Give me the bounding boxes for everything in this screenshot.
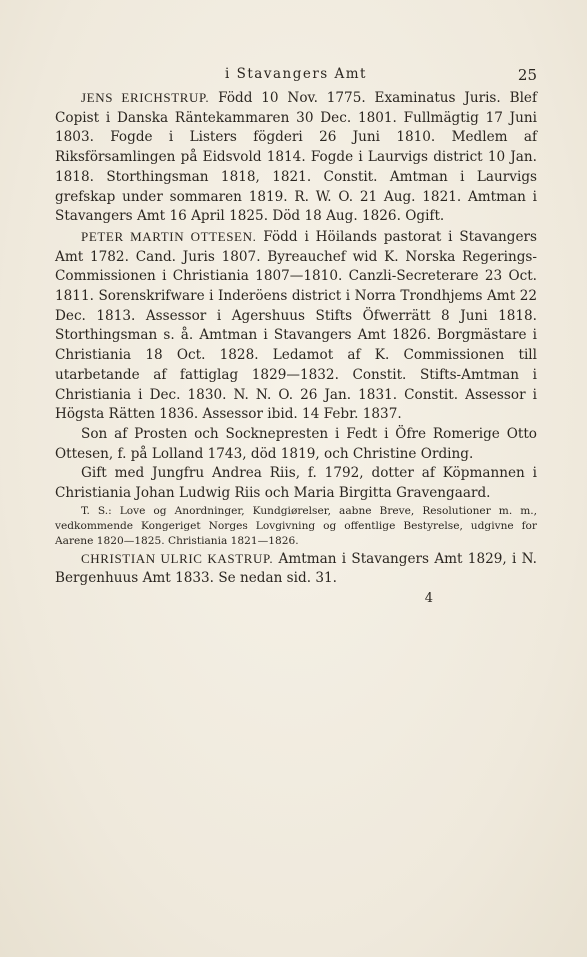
entry-christian-ulric-kastrup (55, 549, 537, 589)
entry-peter-martin-ottesen (55, 227, 537, 425)
paragraph-marriage: Gift med Jungfru Andrea Riis, f. 1792, dotter af Köpmannen i Christiania Johan Ludwig Riis och Maria Birgitta Gravengaard. (55, 465, 537, 502)
paragraph-parents: Son af Prosten och Socknepresten i Fedt i Öfre Romerige Otto Ottesen, f. på Lolland 1743, död 1819, och Christine Ording. (55, 425, 537, 462)
entry-text: Född 10 Nov. 1775. Examinatus Juris. Blef Copist i Danska Räntekammaren 30 Dec. 1801. Fullmägtig 17 Juni 1803. Fogde i Listers fögderi 26 Juni 1810. Medlem af Riksförsamlingen på Eidsvold 1814. Fogde i Laurvigs district 10 Jan. 1818. Storthingsman 1818, 1821. Constit. Amtman i Laurvigs grefskap under sommaren 1819. R. W. O. 21 Aug. 1821. Amtman i Stavangers Amt 16 April 1825. Död 18 Aug. 1826. Ogift. (55, 90, 537, 225)
entry-jens-erichstrup (55, 88, 537, 227)
entry-text: Amtman i Stavangers Amt 1829, i N. Bergenhuus Amt 1833. Se nedan sid. 31. (55, 550, 537, 587)
person-name: PETER MARTIN OTTESEN. (81, 228, 257, 244)
sheet-signature: 4 (424, 591, 433, 607)
person-name: JENS ERICHSTRUP. (81, 90, 210, 105)
sources-note: T. S.: Love og Anordninger, Kundgiørelser, aabne Breve, Resolutioner m. m., vedkommende Kongeriget Norges Lovgivning og offentlige Bestyrelse, udgivne for Aarene 1820—1825. Christiania 1821—1826. (55, 504, 537, 547)
page-header (55, 62, 537, 88)
body-text (55, 88, 537, 609)
running-title: i Stavangers Amt (225, 66, 367, 82)
page-number: 25 (517, 66, 537, 84)
entry-text: Född i Höilands pastorat i Stavangers Amt 1782. Cand. Juris 1807. Byreauchef wid K. Norska Regerings-Commissionen i Christiania 1807—1810. Canzli-Secreterare 23 Oct. 1811. Sorenskrifware i Inderöens district i Norra Trondhjems Amt 22 Dec. 1813. Assessor i Agershuus Stifts Öfwerrätt 8 Juni 1818. Storthingsman s. å. Amtman i Stavangers Amt 1826. Borgmästare i Christiania 18 Oct. 1828. Ledamot af K. Commissionen till utarbetande af fattiglag 1829—1832. Constit. Stifts-Amtman i Christiania i Dec. 1830. N. N. O. 26 Jan. 1831. Constit. Assessor i Högsta Rätten 1836. Assessor ibid. 14 Febr. 1837. (55, 228, 537, 423)
person-name: CHRISTIAN ULRIC KASTRUP. (81, 550, 274, 566)
